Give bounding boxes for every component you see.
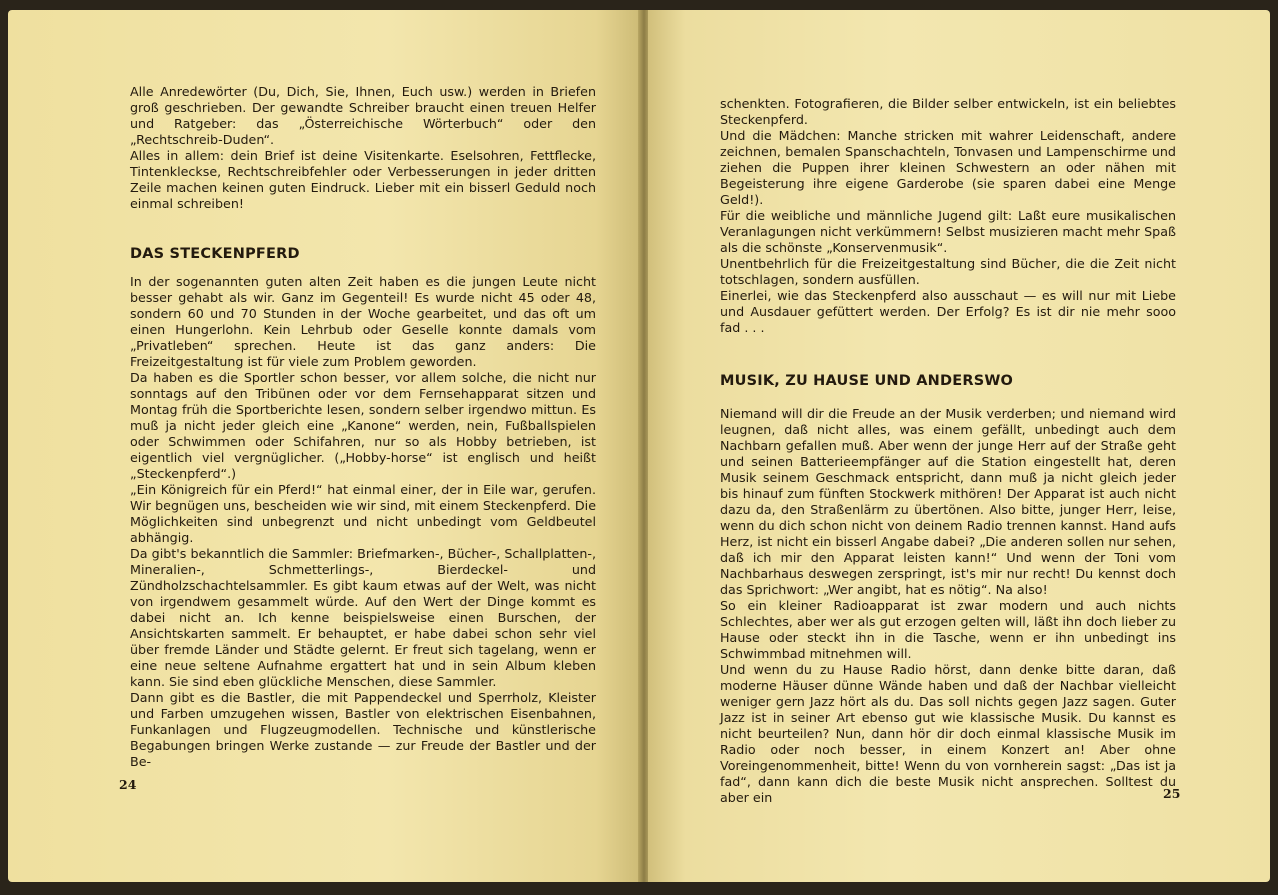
left-text-column (130, 84, 596, 770)
paragraph: Unentbehrlich für die Freizeitgestaltung sind Bücher, die die Zeit nicht totschlagen, sondern ausfüllen. (720, 256, 1176, 287)
paragraph: „Ein Königreich für ein Pferd!“ hat einmal einer, der in Eile war, gerufen. Wir begnügen uns, bescheiden wie wir sind, mit einem Steckenpferd. Die Möglichkeiten sind unbegrenzt und nicht unbedingt vom Geldbeutel abhängig. (130, 482, 596, 545)
paragraph: schenkten. Fotografieren, die Bilder selber entwickeln, ist ein beliebtes Steckenpferd. (720, 96, 1176, 127)
page-number-right: 25 (1163, 786, 1181, 801)
paragraph: Einerlei, wie das Steckenpferd also ausschaut — es will nur mit Liebe und Ausdauer gefüttert werden. Der Erfolg? Es ist dir nie mehr sooo fad . . . (720, 288, 1176, 335)
paragraph: Da haben es die Sportler schon besser, vor allem solche, die nicht nur sonntags auf den Tribünen oder vor dem Fernsehapparat sitzen und Montag früh die Sportberichte lesen, sondern selber irgendwo mittun. Es muß ja nicht jeder gleich eine „Kanone“ werden, nein, Fußballspielen oder Schwimmen oder Schifahren, nur so als Hobby betrieben, ist eigentlich viel vergnüglicher. („Hobby-horse“ ist englisch und heißt „Steckenpferd“.) (130, 370, 596, 481)
left-page (8, 10, 640, 882)
paragraph: Dann gibt es die Bastler, die mit Pappendeckel und Sperrholz, Kleister und Farben umzugehen wissen, Bastler von elektrischen Eisenbahnen, Funkanlagen und Flugzeugmodellen. Technische und künstlerische Begabungen bringen Werke zustande — zur Freude der Bastler und der Be- (130, 690, 596, 769)
paragraph: Und die Mädchen: Manche stricken mit wahrer Leidenschaft, andere zeichnen, bemalen Spanschachteln, Tonvasen und Lampenschirme und ziehen die Puppen ihrer kleinen Schwestern an oder nähen mit Begeisterung ihre eigene Garderobe (sie sparen dabei eine Menge Geld!). (720, 128, 1176, 207)
paragraph: Niemand will dir die Freude an der Musik verderben; und niemand wird leugnen, daß nicht alles, was einem gefällt, unbedingt auch dem Nachbarn gefallen muß. Aber wenn der junge Herr auf der Straße geht und seinen Batterieempfänger auf die Station eingestellt hat, deren Musik seinem Geschmack entspricht, dann muß ja nicht gleich jeder bis hinauf zum fünften Stockwerk mithören! Der Apparat ist auch nicht dazu da, den Straßenlärm zu übertönen. Also bitte, junger Herr, leise, wenn du dich schon nicht von deinem Radio trennen kannst. Hand aufs Herz, ist nicht ein bisserl Angabe dabei? „Die anderen sollen nur sehen, daß ich mir den Apparat leisten kann!“ Und wenn der Toni vom Nachbarhaus deswegen zerspringt, ist's mir nur recht! Du kennst doch das Sprichwort: „Wer angibt, hat es nötig“. Na also! (720, 406, 1176, 597)
paragraph: So ein kleiner Radioapparat ist zwar modern und auch nichts Schlechtes, aber wer als gut erzogen gelten will, läßt ihn doch lieber zu Hause oder steckt ihn in die Tasche, wenn er ihn unbedingt ins Schwimmbad mitnehmen will. (720, 598, 1176, 661)
paragraph: Alles in allem: dein Brief ist deine Visitenkarte. Eselsohren, Fettflecke, Tintenkleckse, Rechtschreibfehler oder Verbesserungen in jeder dritten Zeile machen keinen guten Eindruck. Lieber mit ein bisserl Geduld noch einmal schreiben! (130, 148, 596, 211)
right-text-column (720, 96, 1176, 806)
paragraph: In der sogenannten guten alten Zeit haben es die jungen Leute nicht besser gehabt als wir. Ganz im Gegenteil! Es wurde nicht 45 oder 48, sondern 60 und 70 Stunden in der Woche gearbeitet, und das oft um einen Hungerlohn. Kein Lehrbub oder Geselle konnte damals vom „Privatleben“ sprechen. Heute ist das ganz anders: Die Freizeitgestaltung ist für viele zum Problem geworden. (130, 274, 596, 369)
paragraph: Da gibt's bekanntlich die Sammler: Briefmarken-, Bücher-, Schallplatten-, Mineralien-, Schmetterlings-, Bierdeckel- und Zündholzschachtelsammler. Es gibt kaum etwas auf der Welt, was nicht von irgendwem gesammelt würde. Auf den Wert der Dinge kommt es dabei nicht an. Ich kenne beispielsweise einen Burschen, der Ansichtskarten sammelt. Er behauptet, er habe dabei schon sehr viel über fremde Länder und Städte gelernt. Er freut sich tagelang, wenn er eine neue seltene Aufnahme ergattert hat und in sein Album kleben kann. Sie sind eben glückliche Menschen, diese Sammler. (130, 546, 596, 689)
paragraph: Für die weibliche und männliche Jugend gilt: Laßt eure musikalischen Veranlagungen nicht verkümmern! Selbst musizieren macht mehr Spaß als die schönste „Konservenmusik“. (720, 208, 1176, 255)
page-number-left: 24 (119, 777, 137, 792)
paragraph: Alle Anredewörter (Du, Dich, Sie, Ihnen, Euch usw.) werden in Briefen groß geschrieben. Der gewandte Schreiber braucht einen treuen Helfer und Ratgeber: das „Österreichische Wörterbuch“ oder den „Rechtschreib-Duden“. (130, 84, 596, 147)
section-heading-musik: MUSIK, ZU HAUSE UND ANDERSWO (720, 373, 1014, 389)
paragraph: Und wenn du zu Hause Radio hörst, dann denke bitte daran, daß moderne Häuser dünne Wände haben und daß der Nachbar vielleicht weniger gern Jazz hört als du. Das soll nichts gegen Jazz sagen. Guter Jazz ist in seiner Art ebenso gut wie klassische Musik. Du kannst es nicht beurteilen? Nun, dann hör dir doch einmal klassische Musik im Radio oder noch besser, in einem Konzert an! Aber ohne Voreingenommenheit, bitte! Wenn du von vornherein sagst: „Das ist ja fad“, dann kann dich die beste Musik nicht ansprechen. Solltest du aber ein (720, 662, 1176, 805)
section-heading-steckenpferd: DAS STECKENPFERD (130, 246, 300, 262)
right-page (648, 10, 1270, 882)
